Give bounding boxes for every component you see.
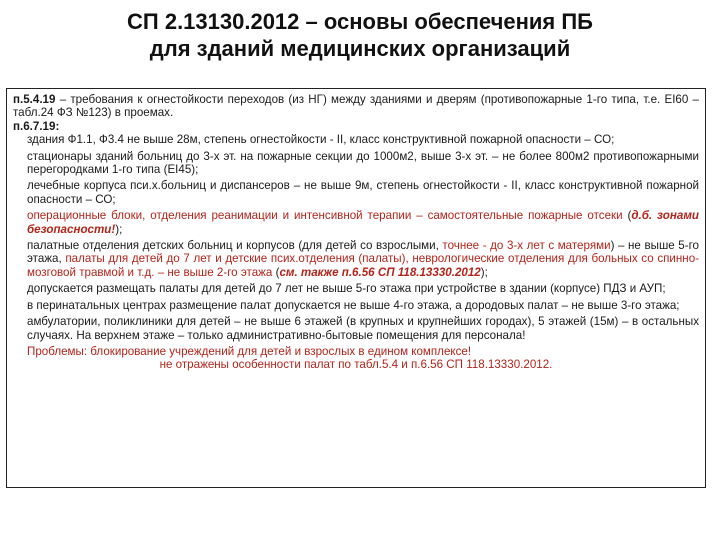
list-item-4-emphasis: д.б. зонами безопасности! <box>27 209 699 236</box>
list-item-5-text-d: ); <box>480 265 488 279</box>
list-item-5-highlight-2: палаты для детей до 7 лет и детские псих.отделения (палаты), неврологические отделения для больных со спинно-мозговой травмой и т.д. – не выше 2-го этажа <box>27 252 699 279</box>
problems-line-1: Проблемы: блокирование учреждений для детей и взрослых в едином комплексе! <box>27 344 472 358</box>
list-item-6: допускается размещать палаты для детей до 7 лет не выше 5-го этажа при устройстве в здании (корпусе) ПДЗ и АУП; <box>27 282 666 296</box>
clause-text-5-4-19: – требования к огнестойкости переходов (из НГ) между зданиями и дверям (противопожарные 1-го типа, т.е. EI60 – табл.24 ФЗ №123) в проемах. <box>13 93 699 120</box>
list-item-5-text-c: ( <box>272 265 280 279</box>
list-item-7: в перинатальных центрах размещение палат допускается не выше 4-го этажа, а дородовых палат – не выше 3-го этажа; <box>27 298 680 312</box>
list-item-2: стационары зданий больниц до 3-х эт. на пожарные секции до 1000м2, выше 3-х эт. – не более 800м2 противопожарными перегородками 1-го типа (EI45); <box>27 149 699 177</box>
list-item-1: здания Ф1.1, Ф3.4 не выше 28м, степень огнестойкости - II, класс конструктивной пожарной опасности – СО; <box>27 133 615 147</box>
clause-label-5-4-19: п.5.4.19 <box>13 93 56 106</box>
title-line-1: СП 2.13130.2012 – основы обеспечения ПБ <box>127 9 593 34</box>
content-box <box>6 88 706 488</box>
list-item-5 <box>13 239 699 279</box>
list-item-4-open: ( <box>622 209 632 223</box>
list-item-5-emphasis: см. также п.6.56 СП 118.13330.2012 <box>279 265 481 279</box>
page-title <box>60 8 660 62</box>
list-item-8: амбулатории, поликлиники для детей – не выше 6 этажей (в крупных и крупнейших городах), 5 этажей (15м) – в остальных случаях. На верхнем этаже – только административно-бытовые помещения для персонала! <box>27 315 699 342</box>
problems-line-2: не отражены особенности палат по табл.5.4 и п.6.56 СП 118.13330.2012. <box>159 358 553 372</box>
list-item-5-highlight-1: точнее - до 3-х лет с матерями <box>442 239 611 253</box>
list-item-4 <box>13 209 699 236</box>
list-item-5-text-a: палатные отделения детских больниц и корпусов (для детей со взрослыми, <box>27 239 443 253</box>
list-item-4-highlight: операционные блоки, отделения реанимации и интенсивной терапии – самостоятельные пожарные отсеки <box>27 209 623 223</box>
paragraph-5-4-19 <box>13 93 699 120</box>
list-item-5-text-b: ) – не выше 5-го этажа, <box>27 239 700 266</box>
clause-label-6-7-19: п.6.7.19: <box>13 119 60 133</box>
list-item-4-close: ); <box>115 222 123 236</box>
list-item-3: лечебные корпуса пси.х.больниц и диспансеров – не выше 9м, степень огнестойкости - II, класс конструктивной пожарной опасности – СО; <box>27 179 699 206</box>
title-line-2: для зданий медицинских организаций <box>149 36 571 61</box>
